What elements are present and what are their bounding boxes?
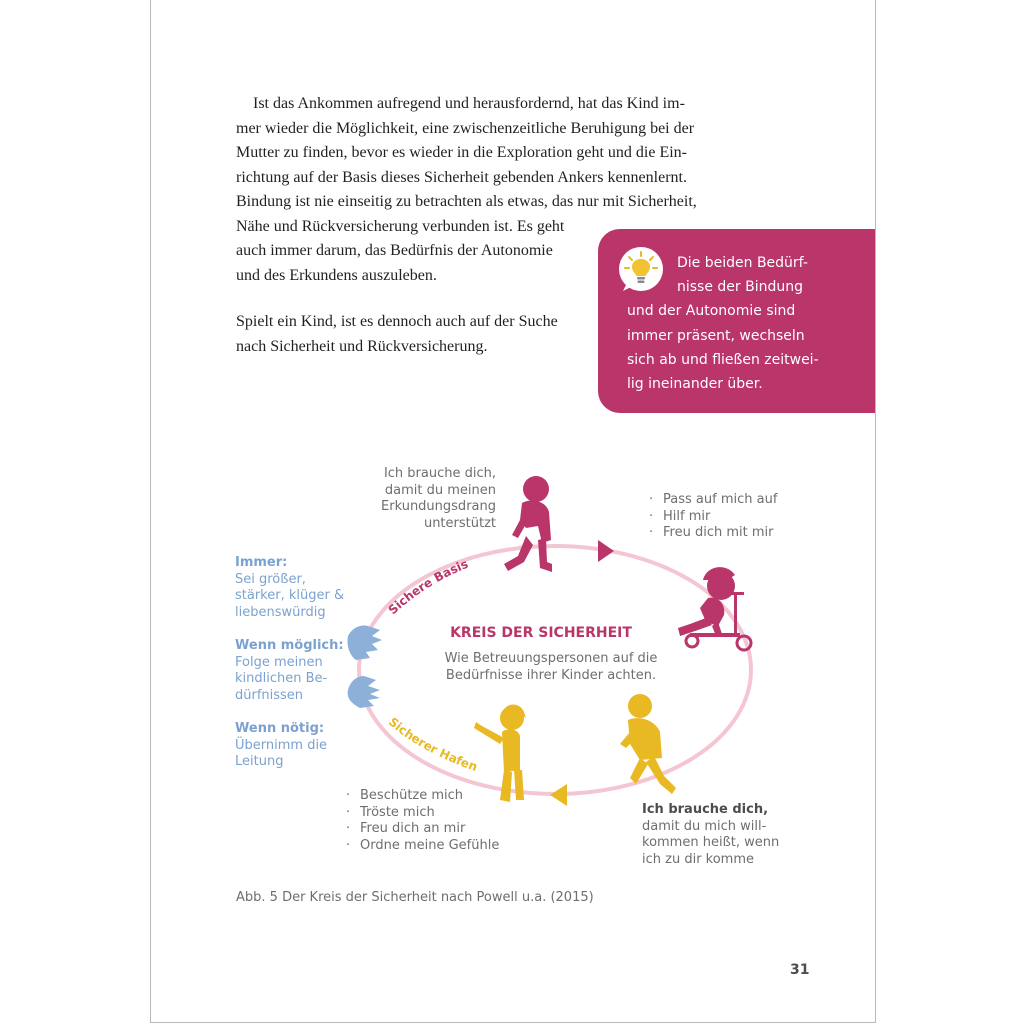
text-line: Erkundungsdrang [381, 499, 496, 514]
top-left-text [330, 466, 496, 532]
arrow-top-icon [598, 540, 614, 562]
bottom-left-bullets [346, 788, 499, 854]
text-line: Ich brauche dich, [642, 802, 769, 817]
callout-line: Die beiden Bedürf- [677, 255, 808, 271]
list-item: · Freu dich an mir [346, 821, 499, 838]
list-item: · Hilf mir [649, 509, 777, 526]
text-line: Ist das Ankommen aufregend und herausfordernd, hat das Kind im- [253, 95, 685, 112]
text-line: auch immer darum, das Bedürfnis der Autonomie [236, 242, 553, 259]
callout-line: und der Autonomie sind [627, 303, 796, 320]
text-line: liebenswürdig [235, 604, 326, 620]
panel-heading: Wenn möglich: [235, 638, 344, 653]
text-line: nach Sicherheit und Rückversicherung. [236, 337, 488, 355]
list-item: · Tröste mich [346, 805, 499, 822]
top-right-bullets [649, 492, 777, 542]
text-line: Ich brauche dich, [383, 466, 496, 481]
arrow-bottom-icon [550, 784, 567, 806]
list-item: · Ordne meine Gefühle [346, 838, 499, 855]
text-line: Wie Betreuungspersonen auf die [444, 651, 658, 666]
panel-heading: Immer: [235, 555, 288, 570]
text-line: damit du mich will- [642, 818, 767, 834]
text-line: Übernimm die [235, 737, 328, 753]
panel-heading: Wenn nötig: [235, 721, 325, 736]
page-number: 31 [790, 962, 810, 978]
list-item: · Freu dich mit mir [649, 525, 777, 542]
callout-line: lig ineinander über. [627, 376, 763, 393]
text-line: Nähe und Rückversicherung verbunden ist. Es geht [236, 217, 565, 235]
text-line: mer wieder die Möglichkeit, eine zwischenzeitliche Beruhigung bei der [236, 119, 695, 137]
text-line: unterstützt [423, 515, 496, 531]
child-walking-icon [504, 476, 552, 572]
left-panel [235, 555, 344, 771]
callout-line: nisse der Bindung [677, 279, 804, 296]
text-line: Sei größer, [235, 571, 306, 587]
figure-caption: Abb. 5 Der Kreis der Sicherheit nach Powell u.a. (2015) [236, 890, 594, 905]
text-line: Mutter zu finden, bevor es wieder in die Exploration geht und die Ein- [236, 144, 687, 161]
list-item: · Pass auf mich auf [649, 492, 777, 509]
diagram-subtitle [420, 650, 682, 684]
text-line: Bedürfnisse ihrer Kinder achten. [445, 668, 657, 683]
arc-label-secure-base: Sichere Basis [385, 556, 471, 618]
text-line: und des Erkundens auszuleben. [236, 266, 437, 284]
text-line: Bindung ist nie einseitig zu betrachten als etwas, das nur mit Sicherheit, [236, 193, 697, 210]
hands-icon [347, 625, 382, 708]
text-line: kommen heißt, wenn [642, 835, 780, 850]
list-item: · Beschütze mich [346, 788, 499, 805]
text-line: kindlichen Be- [235, 671, 328, 686]
text-line: richtung auf der Basis dieses Sicherheit gebenden Ankers kennenlernt. [236, 168, 687, 186]
text-line: Leitung [235, 754, 284, 769]
callout-line: sich ab und fließen zeitwei- [627, 351, 819, 368]
bottom-right-text [642, 802, 779, 868]
callout-line: immer präsent, wechseln [627, 327, 805, 344]
text-line: stärker, klüger & [235, 588, 345, 603]
text-line: ich zu dir komme [642, 851, 755, 867]
text-line: damit du meinen [384, 482, 496, 498]
arc-label-safe-haven: Sicherer Hafen [385, 714, 480, 775]
text-line: dürfnissen [235, 687, 304, 703]
text-line: Spielt ein Kind, ist es dennoch auch auf der Suche [236, 313, 558, 330]
text-line: Folge meinen [235, 654, 323, 670]
diagram-title: KREIS DER SICHERHEIT [450, 625, 632, 641]
